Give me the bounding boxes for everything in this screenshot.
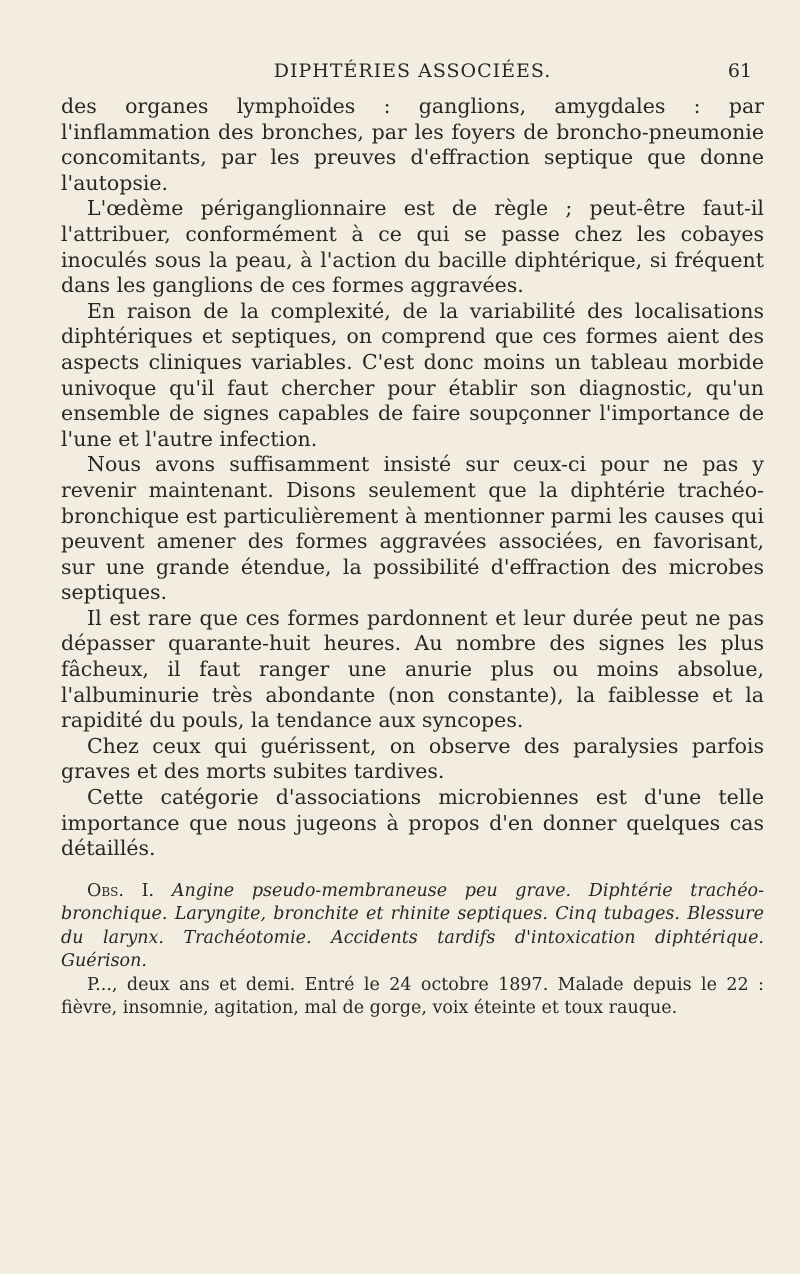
paragraph-1: des organes lymphoïdes : ganglions, amygdales : par l'inflammation des bronches, par les foyers de broncho-pneumonie concomitants, par les preuves d'effraction septique que donne l'autopsie. — [61, 94, 764, 195]
page-number: 61 — [727, 60, 752, 82]
paragraph-4: Nous avons suffisamment insisté sur ceux-ci pour ne pas y revenir maintenant. Disons seulement que la diphtérie trachéo-bronchique est particulièrement à mentionner parmi les causes qui peuvent amener des formes aggravées associées, en favorisant, sur une grande étendue, la possibilité d'effraction des microbes septiques. — [61, 452, 764, 605]
observation-heading — [61, 880, 764, 974]
page-header — [61, 60, 764, 90]
running-head: DIPHTÉRIES ASSOCIÉES. — [273, 60, 552, 82]
observation-text: P..., deux ans et demi. Entré le 24 octobre 1897. Malade depuis le 22 : fièvre, insomnie, agitation, mal de gorge, voix éteinte et toux rauque. — [61, 974, 764, 1019]
paragraph-7: Cette catégorie d'associations microbiennes est d'une telle importance que nous jugeons à propos d'en donner quelques cas détaillés. — [61, 785, 764, 861]
paragraph-2: L'œdème périganglionnaire est de règle ; peut-être faut-il l'attribuer, conformément à ce qui se passe chez les cobayes inoculés sous la peau, à l'action du bacille diphtérique, si fréquent dans les ganglions de ces formes aggravées. — [61, 196, 764, 298]
paragraph-5: Il est rare que ces formes pardonnent et leur durée peut ne pas dépasser quarante-huit heures. Au nombre des signes les plus fâcheux, il faut ranger une anurie plus ou moins absolue, l'albuminurie très abondante (non constante), la faiblesse et la rapidité du pouls, la tendance aux syncopes. — [61, 605, 764, 733]
paragraph-3: En raison de la complexité, de la variabilité des localisations diphtériques et septiques, on comprend que ces formes aient des aspects cliniques variables. C'est donc moins un tableau morbide univoque qu'il faut chercher pour établir son diagnostic, qu'un ensemble de signes capables de faire soupçonner l'importance de l'une et l'autre infection. — [61, 298, 764, 451]
paragraph-6: Chez ceux qui guérissent, on observe des paralysies parfois graves et des morts subites tardives. — [61, 733, 764, 784]
observation-label: Obs. I. — [87, 880, 155, 901]
observation — [61, 880, 764, 1021]
body-text — [61, 94, 764, 862]
observation-title: Angine pseudo-membraneuse peu grave. Diphtérie trachéo-bronchique. Laryngite, bronchite et rhinite septiques. Cinq tubages. Blessure du larynx. Trachéotomie. Accidents tardifs d'intoxication diphtérique. Guérison. — [61, 880, 764, 972]
